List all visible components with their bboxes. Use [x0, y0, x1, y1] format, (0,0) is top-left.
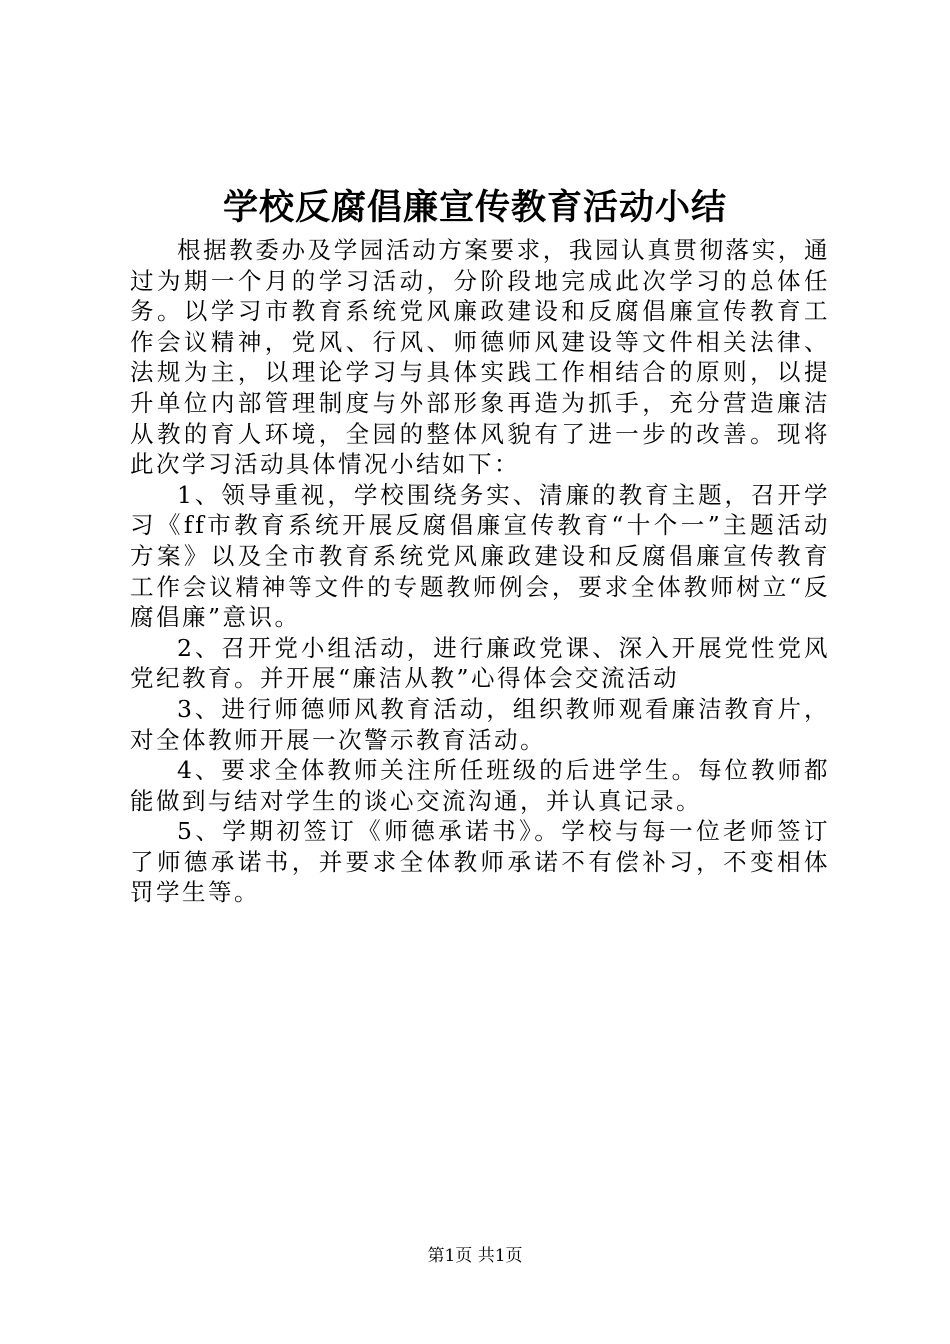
- intro-paragraph: 根据教委办及学园活动方案要求，我园认真贯彻落实，通过为期一个月的学习活动，分阶段地完成此次学习的总体任务。以学习市教育系统党风廉政建设和反腐倡廉宣传教育工作会议精神，党风、行风、师德师风建设等文件相关法律、法规为主，以理论学习与具体实践工作相结合的原则，以提升单位内部管理制度与外部形象再造为抓手，充分营造廉洁从教的育人环境，全园的整体风貌有了进一步的改善。现将此次学习活动具体情况小结如下：: [130, 236, 830, 479]
- page-number-footer: 第1页 共1页: [427, 1246, 523, 1266]
- document-title: 学校反腐倡廉宣传教育活动小结: [222, 187, 727, 228]
- item-5-paragraph: 5、学期初签订《师德承诺书》。学校与每一位老师签订了师德承诺书，并要求全体教师承诺不有偿补习，不变相体罚学生等。: [130, 817, 830, 907]
- item-4-paragraph: 4、要求全体教师关注所任班级的后进学生。每位教师都能做到与结对学生的谈心交流沟通，并认真记录。: [130, 756, 830, 815]
- document-body: [130, 235, 830, 908]
- item-3-paragraph: 3、进行师德师风教育活动，组织教师观看廉洁教育片，对全体教师开展一次警示教育活动。: [130, 694, 830, 754]
- item-2-paragraph: 2、召开党小组活动，进行廉政党课、深入开展党性党风党纪教育。并开展“廉洁从教”心得体会交流活动: [130, 633, 830, 693]
- item-1-paragraph: 1、领导重视，学校围绕务实、清廉的教育主题，召开学习《ff市教育系统开展反腐倡廉宣传教育“十个一”主题活动方案》以及全市教育系统党风廉政建设和反腐倡廉宣传教育工作会议精神等文件的专题教师例会，要求全体教师树立“反腐倡廉”意识。: [130, 480, 830, 632]
